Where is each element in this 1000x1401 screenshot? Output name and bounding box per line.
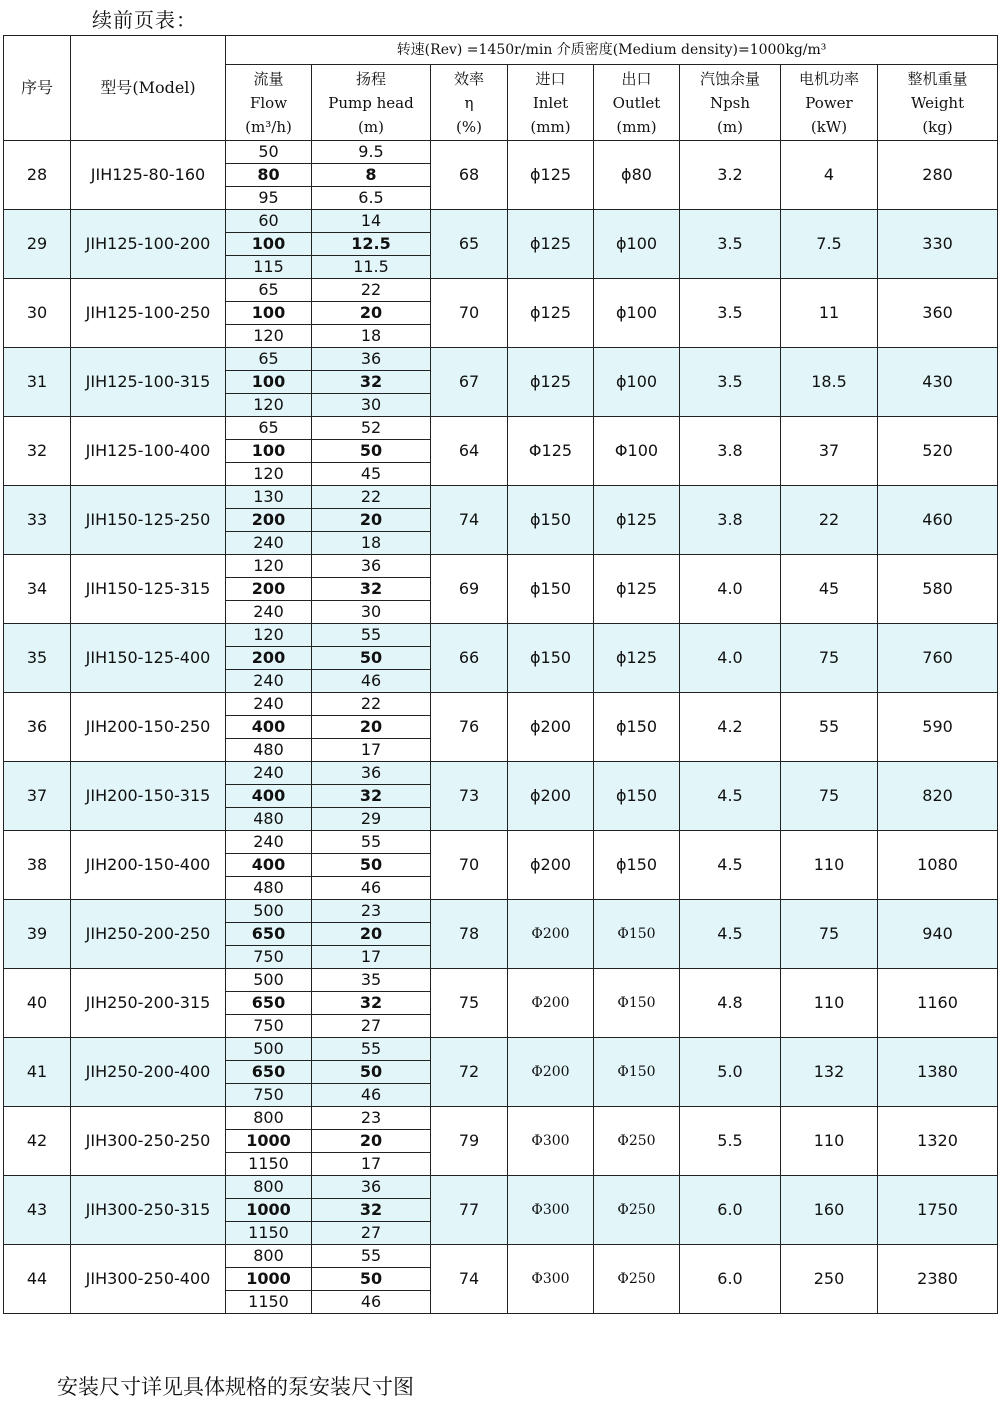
table-caption: 续前页表： (92, 8, 197, 32)
row-flow: 50 (226, 141, 312, 164)
row-head: 50 (312, 1061, 431, 1084)
row-flow: 240 (226, 601, 312, 624)
row-power: 37 (781, 417, 878, 486)
row-weight: 460 (878, 486, 998, 555)
row-flow: 200 (226, 647, 312, 670)
row-head: 20 (312, 302, 431, 325)
row-power: 18.5 (781, 348, 878, 417)
row-head: 46 (312, 1084, 431, 1107)
header-flow-unit: (m³/h) (245, 117, 292, 136)
row-outlet: Φ250 (594, 1176, 680, 1245)
row-flow: 100 (226, 302, 312, 325)
row-weight: 760 (878, 624, 998, 693)
row-head: 22 (312, 486, 431, 509)
row-head: 32 (312, 992, 431, 1015)
row-number: 28 (4, 141, 71, 210)
row-efficiency: 75 (431, 969, 508, 1038)
row-inlet: ϕ125 (508, 141, 594, 210)
row-flow: 65 (226, 417, 312, 440)
header-power-en: Power (805, 93, 853, 112)
row-model: JIH300-250-400 (71, 1245, 226, 1314)
header-efficiency-unit: (%) (456, 117, 482, 136)
row-number: 37 (4, 762, 71, 831)
header-outlet-cn: 出口 (621, 69, 652, 88)
row-npsh: 3.2 (680, 141, 781, 210)
row-power: 75 (781, 900, 878, 969)
row-head: 8 (312, 164, 431, 187)
row-power: 75 (781, 624, 878, 693)
row-number: 29 (4, 210, 71, 279)
row-outlet: ϕ125 (594, 486, 680, 555)
table-row (4, 486, 998, 509)
row-head: 36 (312, 762, 431, 785)
row-npsh: 3.8 (680, 417, 781, 486)
row-flow: 1000 (226, 1268, 312, 1291)
row-efficiency: 70 (431, 279, 508, 348)
row-flow: 500 (226, 969, 312, 992)
row-head: 46 (312, 1291, 431, 1314)
row-power: 7.5 (781, 210, 878, 279)
row-head: 55 (312, 1038, 431, 1061)
row-head: 20 (312, 716, 431, 739)
row-model: JIH125-100-400 (71, 417, 226, 486)
header-outlet (594, 65, 680, 141)
row-model: JIH300-250-250 (71, 1107, 226, 1176)
table-row (4, 141, 998, 164)
header-power-unit: (kW) (810, 117, 848, 136)
row-power: 132 (781, 1038, 878, 1107)
row-power: 110 (781, 831, 878, 900)
row-flow: 115 (226, 256, 312, 279)
row-npsh: 5.5 (680, 1107, 781, 1176)
row-flow: 120 (226, 624, 312, 647)
row-head: 36 (312, 555, 431, 578)
row-weight: 580 (878, 555, 998, 624)
row-inlet: Φ300 (508, 1245, 594, 1314)
row-head: 17 (312, 946, 431, 969)
row-npsh: 4.5 (680, 900, 781, 969)
row-weight: 1160 (878, 969, 998, 1038)
row-power: 55 (781, 693, 878, 762)
row-model: JIH200-150-400 (71, 831, 226, 900)
row-number: 31 (4, 348, 71, 417)
row-head: 18 (312, 325, 431, 348)
header-model: 型号(Model) (71, 36, 226, 141)
row-number: 44 (4, 1245, 71, 1314)
row-model: JIH300-250-315 (71, 1176, 226, 1245)
row-efficiency: 78 (431, 900, 508, 969)
row-flow: 100 (226, 440, 312, 463)
row-npsh: 5.0 (680, 1038, 781, 1107)
header-head-en: Pump head (328, 93, 414, 112)
row-npsh: 4.2 (680, 693, 781, 762)
row-flow: 800 (226, 1176, 312, 1199)
row-head: 22 (312, 279, 431, 302)
header-efficiency (431, 65, 508, 141)
row-outlet: Φ150 (594, 900, 680, 969)
row-weight: 330 (878, 210, 998, 279)
table-row (4, 555, 998, 578)
row-inlet: ϕ125 (508, 210, 594, 279)
row-efficiency: 70 (431, 831, 508, 900)
header-inlet-en: Inlet (532, 93, 569, 112)
row-head: 32 (312, 1199, 431, 1222)
row-flow: 60 (226, 210, 312, 233)
row-flow: 120 (226, 555, 312, 578)
table-row (4, 279, 998, 302)
row-npsh: 4.8 (680, 969, 781, 1038)
row-head: 17 (312, 1153, 431, 1176)
row-head: 30 (312, 394, 431, 417)
row-head: 32 (312, 578, 431, 601)
row-npsh: 4.5 (680, 831, 781, 900)
row-flow: 130 (226, 486, 312, 509)
row-model: JIH150-125-315 (71, 555, 226, 624)
row-model: JIH125-100-200 (71, 210, 226, 279)
row-inlet: ϕ125 (508, 348, 594, 417)
row-flow: 120 (226, 325, 312, 348)
row-head: 36 (312, 1176, 431, 1199)
row-head: 30 (312, 601, 431, 624)
header-weight-en: Weight (910, 93, 965, 112)
table-body (4, 141, 998, 1314)
row-flow: 800 (226, 1107, 312, 1130)
row-npsh: 3.5 (680, 348, 781, 417)
pump-spec-table (3, 35, 998, 1314)
header-flow (226, 65, 312, 141)
row-number: 43 (4, 1176, 71, 1245)
header-npsh-cn: 汽蚀余量 (699, 69, 760, 88)
row-flow: 65 (226, 279, 312, 302)
row-flow: 400 (226, 785, 312, 808)
row-outlet: ϕ80 (594, 141, 680, 210)
row-flow: 400 (226, 716, 312, 739)
table-row (4, 693, 998, 716)
row-flow: 480 (226, 877, 312, 900)
row-flow: 100 (226, 371, 312, 394)
row-inlet: Φ125 (508, 417, 594, 486)
row-head: 52 (312, 417, 431, 440)
row-efficiency: 79 (431, 1107, 508, 1176)
table-row (4, 1245, 998, 1268)
row-outlet: Φ250 (594, 1245, 680, 1314)
row-efficiency: 72 (431, 1038, 508, 1107)
row-head: 27 (312, 1015, 431, 1038)
row-head: 46 (312, 877, 431, 900)
row-head: 50 (312, 854, 431, 877)
header-weight-cn: 整机重量 (907, 69, 968, 88)
row-inlet: ϕ200 (508, 693, 594, 762)
header-inlet-unit: (mm) (530, 117, 571, 136)
header-head-unit: (m) (358, 117, 384, 136)
row-flow: 240 (226, 762, 312, 785)
row-inlet: ϕ150 (508, 555, 594, 624)
row-flow: 240 (226, 670, 312, 693)
row-inlet: Φ300 (508, 1176, 594, 1245)
header-power-cn: 电机功率 (798, 69, 859, 88)
row-npsh: 4.0 (680, 624, 781, 693)
row-head: 50 (312, 440, 431, 463)
row-flow: 400 (226, 854, 312, 877)
row-flow: 800 (226, 1245, 312, 1268)
row-inlet: Φ200 (508, 969, 594, 1038)
table-row (4, 1107, 998, 1130)
row-weight: 590 (878, 693, 998, 762)
row-head: 29 (312, 808, 431, 831)
row-head: 23 (312, 900, 431, 923)
row-model: JIH250-200-250 (71, 900, 226, 969)
row-head: 22 (312, 693, 431, 716)
row-flow: 750 (226, 1084, 312, 1107)
row-model: JIH250-200-400 (71, 1038, 226, 1107)
row-inlet: ϕ200 (508, 762, 594, 831)
row-npsh: 3.8 (680, 486, 781, 555)
row-efficiency: 77 (431, 1176, 508, 1245)
row-head: 11.5 (312, 256, 431, 279)
row-head: 55 (312, 1245, 431, 1268)
row-flow: 1000 (226, 1130, 312, 1153)
row-flow: 650 (226, 1061, 312, 1084)
row-outlet: ϕ100 (594, 348, 680, 417)
header-speed-density: 转速(Rev) =1450r/min 介质密度(Medium density)=1000kg/m³ (226, 36, 998, 65)
row-flow: 240 (226, 532, 312, 555)
row-power: 75 (781, 762, 878, 831)
row-npsh: 4.0 (680, 555, 781, 624)
row-efficiency: 66 (431, 624, 508, 693)
row-head: 20 (312, 923, 431, 946)
row-weight: 1750 (878, 1176, 998, 1245)
row-npsh: 6.0 (680, 1245, 781, 1314)
row-power: 4 (781, 141, 878, 210)
row-efficiency: 67 (431, 348, 508, 417)
row-number: 32 (4, 417, 71, 486)
row-power: 110 (781, 969, 878, 1038)
row-inlet: Φ300 (508, 1107, 594, 1176)
row-efficiency: 73 (431, 762, 508, 831)
row-head: 32 (312, 785, 431, 808)
table-row (4, 1038, 998, 1061)
row-flow: 100 (226, 233, 312, 256)
row-efficiency: 76 (431, 693, 508, 762)
row-number: 39 (4, 900, 71, 969)
row-flow: 200 (226, 578, 312, 601)
header-npsh-en: Npsh (709, 93, 751, 112)
row-number: 36 (4, 693, 71, 762)
row-outlet: ϕ100 (594, 210, 680, 279)
row-outlet: Φ150 (594, 969, 680, 1038)
row-efficiency: 64 (431, 417, 508, 486)
table-row (4, 210, 998, 233)
row-outlet: ϕ150 (594, 693, 680, 762)
row-flow: 240 (226, 693, 312, 716)
row-flow: 80 (226, 164, 312, 187)
row-outlet: Φ250 (594, 1107, 680, 1176)
header-flow-cn: 流量 (253, 69, 284, 88)
row-inlet: ϕ150 (508, 486, 594, 555)
row-head: 32 (312, 371, 431, 394)
row-flow: 120 (226, 394, 312, 417)
row-power: 250 (781, 1245, 878, 1314)
row-flow: 480 (226, 739, 312, 762)
table-row (4, 348, 998, 371)
row-weight: 940 (878, 900, 998, 969)
row-model: JIH250-200-315 (71, 969, 226, 1038)
table-row (4, 624, 998, 647)
header-outlet-en: Outlet (612, 93, 661, 112)
row-outlet: Φ100 (594, 417, 680, 486)
row-power: 110 (781, 1107, 878, 1176)
table-row (4, 417, 998, 440)
row-number: 34 (4, 555, 71, 624)
row-head: 6.5 (312, 187, 431, 210)
row-flow: 65 (226, 348, 312, 371)
row-npsh: 4.5 (680, 762, 781, 831)
row-weight: 820 (878, 762, 998, 831)
row-weight: 520 (878, 417, 998, 486)
row-number: 41 (4, 1038, 71, 1107)
row-outlet: ϕ100 (594, 279, 680, 348)
row-head: 23 (312, 1107, 431, 1130)
row-inlet: Φ200 (508, 900, 594, 969)
row-head: 20 (312, 509, 431, 532)
row-flow: 95 (226, 187, 312, 210)
row-head: 55 (312, 831, 431, 854)
row-flow: 240 (226, 831, 312, 854)
row-model: JIH150-125-250 (71, 486, 226, 555)
table-row (4, 831, 998, 854)
row-power: 160 (781, 1176, 878, 1245)
row-head: 36 (312, 348, 431, 371)
table-row (4, 969, 998, 992)
row-flow: 500 (226, 1038, 312, 1061)
table-header (4, 36, 998, 141)
row-number: 42 (4, 1107, 71, 1176)
row-head: 20 (312, 1130, 431, 1153)
row-head: 12.5 (312, 233, 431, 256)
row-flow: 480 (226, 808, 312, 831)
row-weight: 1080 (878, 831, 998, 900)
row-flow: 500 (226, 900, 312, 923)
row-number: 33 (4, 486, 71, 555)
header-outlet-unit: (mm) (616, 117, 657, 136)
row-number: 30 (4, 279, 71, 348)
row-outlet: ϕ125 (594, 555, 680, 624)
row-head: 17 (312, 739, 431, 762)
row-head: 50 (312, 647, 431, 670)
row-weight: 1320 (878, 1107, 998, 1176)
row-flow: 750 (226, 1015, 312, 1038)
header-power (781, 65, 878, 141)
row-number: 38 (4, 831, 71, 900)
row-head: 14 (312, 210, 431, 233)
row-model: JIH200-150-315 (71, 762, 226, 831)
row-model: JIH125-100-315 (71, 348, 226, 417)
row-flow: 1150 (226, 1222, 312, 1245)
header-seq: 序号 (4, 36, 71, 141)
row-npsh: 6.0 (680, 1176, 781, 1245)
header-npsh-unit: (m) (717, 117, 743, 136)
row-inlet: Φ200 (508, 1038, 594, 1107)
row-flow: 1000 (226, 1199, 312, 1222)
row-weight: 280 (878, 141, 998, 210)
row-head: 35 (312, 969, 431, 992)
row-head: 50 (312, 1268, 431, 1291)
header-npsh (680, 65, 781, 141)
row-head: 18 (312, 532, 431, 555)
row-power: 11 (781, 279, 878, 348)
row-npsh: 3.5 (680, 210, 781, 279)
row-efficiency: 65 (431, 210, 508, 279)
row-power: 45 (781, 555, 878, 624)
header-weight-unit: (kg) (922, 117, 953, 136)
row-head: 46 (312, 670, 431, 693)
row-outlet: ϕ150 (594, 762, 680, 831)
row-flow: 1150 (226, 1291, 312, 1314)
header-weight (878, 65, 998, 141)
row-weight: 430 (878, 348, 998, 417)
row-head: 27 (312, 1222, 431, 1245)
row-flow: 650 (226, 923, 312, 946)
row-flow: 200 (226, 509, 312, 532)
row-weight: 360 (878, 279, 998, 348)
row-model: JIH200-150-250 (71, 693, 226, 762)
row-flow: 750 (226, 946, 312, 969)
row-efficiency: 69 (431, 555, 508, 624)
row-flow: 120 (226, 463, 312, 486)
row-weight: 2380 (878, 1245, 998, 1314)
row-efficiency: 74 (431, 1245, 508, 1314)
row-inlet: ϕ150 (508, 624, 594, 693)
row-outlet: ϕ150 (594, 831, 680, 900)
header-efficiency-cn: 效率 (453, 69, 484, 88)
row-power: 22 (781, 486, 878, 555)
row-flow: 650 (226, 992, 312, 1015)
header-flow-en: Flow (249, 93, 288, 112)
table-row (4, 1176, 998, 1199)
header-inlet (508, 65, 594, 141)
row-inlet: ϕ125 (508, 279, 594, 348)
row-number: 35 (4, 624, 71, 693)
row-outlet: Φ150 (594, 1038, 680, 1107)
row-flow: 1150 (226, 1153, 312, 1176)
row-efficiency: 74 (431, 486, 508, 555)
row-outlet: ϕ125 (594, 624, 680, 693)
table-row (4, 762, 998, 785)
header-head (312, 65, 431, 141)
row-model: JIH150-125-400 (71, 624, 226, 693)
row-model: JIH125-80-160 (71, 141, 226, 210)
row-number: 40 (4, 969, 71, 1038)
row-weight: 1380 (878, 1038, 998, 1107)
footer-note: 安装尺寸详见具体规格的泵安装尺寸图 (57, 1375, 414, 1399)
row-head: 55 (312, 624, 431, 647)
header-inlet-cn: 进口 (535, 69, 566, 88)
table-row (4, 900, 998, 923)
row-efficiency: 68 (431, 141, 508, 210)
row-model: JIH125-100-250 (71, 279, 226, 348)
row-head: 9.5 (312, 141, 431, 164)
header-head-cn: 扬程 (355, 69, 386, 88)
row-inlet: ϕ200 (508, 831, 594, 900)
header-efficiency-en: η (464, 93, 474, 112)
row-npsh: 3.5 (680, 279, 781, 348)
row-head: 45 (312, 463, 431, 486)
